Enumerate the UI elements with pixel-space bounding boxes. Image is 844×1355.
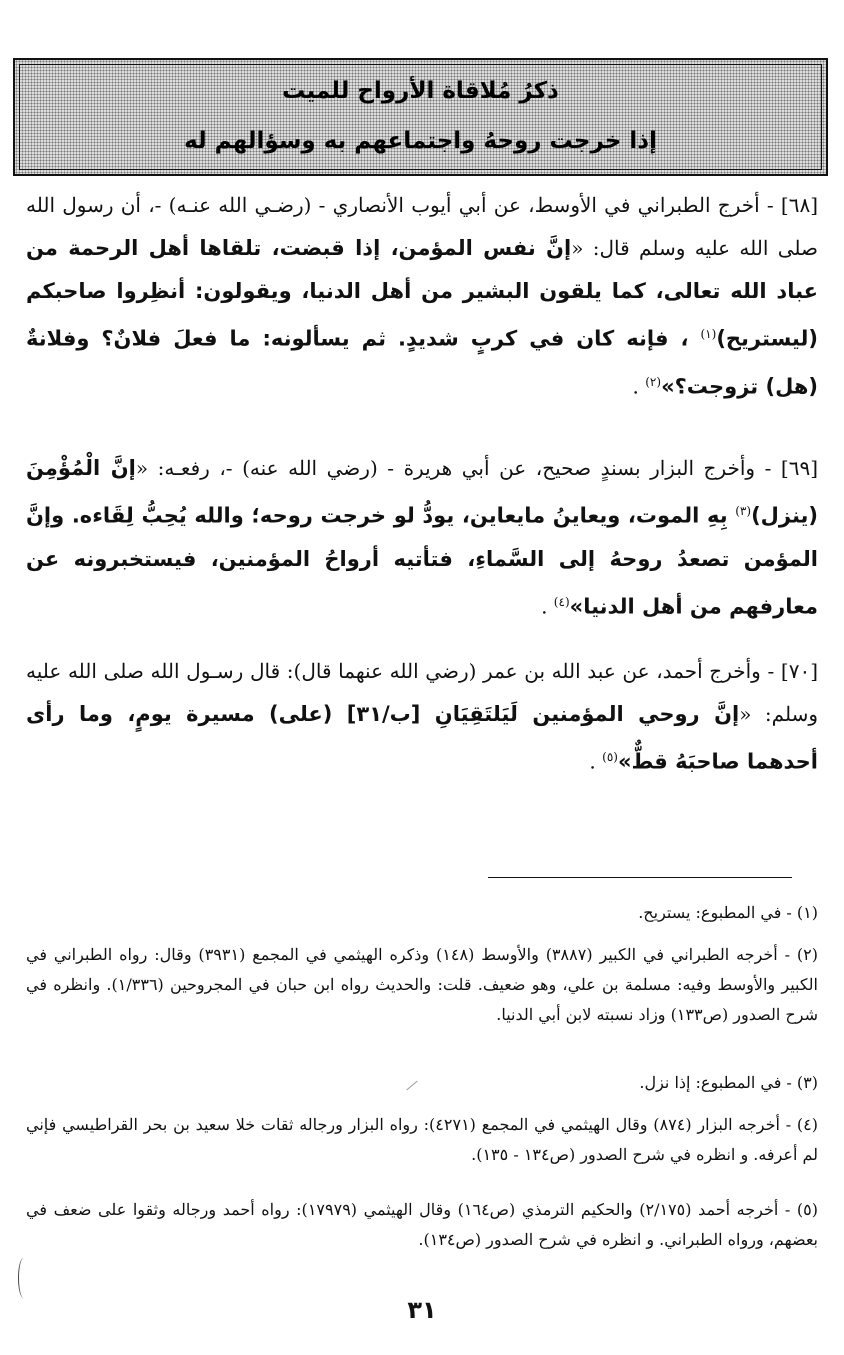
hadith-text: إنَّ نفس المؤمن، إذا قبضت، تلقاها أهل الرحمة من عباد الله تعالى، كما يلقون البشير من أهل الدنيا، ويقولون: أنظِروا صاحبكم (ليستريح) (26, 236, 818, 351)
hadith-text: إنَّ روحي المؤمنين لَيَلتَقِيَانِ [ب/٣١] (على) مسيرة يومٍ، وما رأى أحدهما صاحبَهُ قطٌّ» (26, 702, 818, 774)
hadith-text-continued: ، فإنه كان في كربٍ شديدٍ. ثم يسألونه: ما فعلَ فلانٌ؟ وفلانةٌ (هل) تزوجت؟» (26, 326, 818, 399)
footnote-1: (١) - في المطبوع: يستريح. (638, 903, 818, 922)
footnote-ref: (٢) (645, 374, 662, 389)
hadith-text-continued: بِهِ الموت، ويعاينُ مايعاين، يودُّ لو خرجت روحه؛ والله يُحِبُّ لِقَاءه. وإنَّ المؤمن تصعدُ روحهُ إلى السَّماءِ، فتأتيه أرواحُ المؤمنين، فيستخبرونه عن معارفهم من أهل الدنيا» (26, 503, 818, 619)
paragraph-end: . (632, 374, 646, 399)
paragraph-number: [٧٠] (780, 659, 818, 683)
footnote-ref: (٤) (553, 594, 570, 609)
footnote-ref: (١) (700, 327, 717, 341)
hadith-paragraph-69 (26, 447, 818, 637)
footnote-2: (٢) - أخرجه الطبراني في الكبير (٣٨٨٧) والأوسط (١٤٨) وذكره الهيثمي في المجمع (٣٩٣١) وقال: رواه الطبراني في الكبير والأوسط وفيه: مسلمة بن علي، وهو ضعيف. قلت: والحديث رواه ابن حبان في المجروحين (١/٣٣٦). وانظره في شرح الصدور (ص١٣٣) وزاد نسبته لابن أبي الدنيا. (26, 945, 819, 1024)
hadith-paragraph-68 (26, 184, 818, 444)
page-number: ٣١ (407, 1296, 437, 1324)
hadith-text: إنَّ الْمُؤْمِنَ (ينزل) (26, 456, 818, 528)
footnote-ref: (٥) (602, 750, 618, 764)
chapter-subtitle: إذا خرجت روحهُ واجتماعهم به وسؤالهم له (184, 128, 657, 154)
footnote-4: (٤) - أخرجه البزار (٨٧٤) وقال الهيثمي في المجمع (٤٢٧١): رواه البزار ورجاله ثقات خلا سعيد بن بحر القراطيسي فإني لم أعرفه. و انظره في شرح الصدور (ص١٣٤ - ١٣٥). (26, 1115, 819, 1164)
paragraph-intro: - وأخرج البزار بسندٍ صحيح، عن أبي هريرة - (رضي الله عنه) -، رفعـه: « (135, 456, 781, 480)
footnote-ref: (٣) (735, 504, 752, 518)
paragraph-end: . (541, 594, 554, 619)
footnote-separator (488, 877, 792, 878)
paragraph-intro: - أخرج الطبراني في الأوسط، عن أبي أيوب الأنصاري - (رضـي الله عنـه) -، أن رسول الله صلى الله عليه وسلم قال: « (26, 193, 818, 260)
paragraph-end: . (589, 749, 603, 774)
footnote-3: (٣) - في المطبوع: إذا نزل. (639, 1073, 818, 1092)
footnote-5: (٥) - أخرجه أحمد (٢/١٧٥) والحكيم الترمذي (ص١٦٤) وقال الهيثمي (١٧٩٧٩): رواه أحمد ورجاله وثقوا على ضعف في بعضهم، ورواه الطبراني. و انظره في شرح الصدور (ص١٣٤). (26, 1200, 818, 1249)
chapter-title: ذكرُ مُلاقاة الأرواح للميت (282, 78, 559, 104)
paragraph-intro: - وأخرج أحمد، عن عبد الله بن عمر (رضي الله عنهما قال): قال رسـول الله صلى الله عليه وسلم: « (26, 659, 818, 726)
hadith-paragraph-70 (26, 650, 818, 790)
paragraph-number: [٦٨] (780, 193, 818, 217)
chapter-header-box (13, 58, 828, 176)
scan-margin-mark (18, 1258, 29, 1298)
paragraph-number: [٦٩] (780, 456, 818, 480)
